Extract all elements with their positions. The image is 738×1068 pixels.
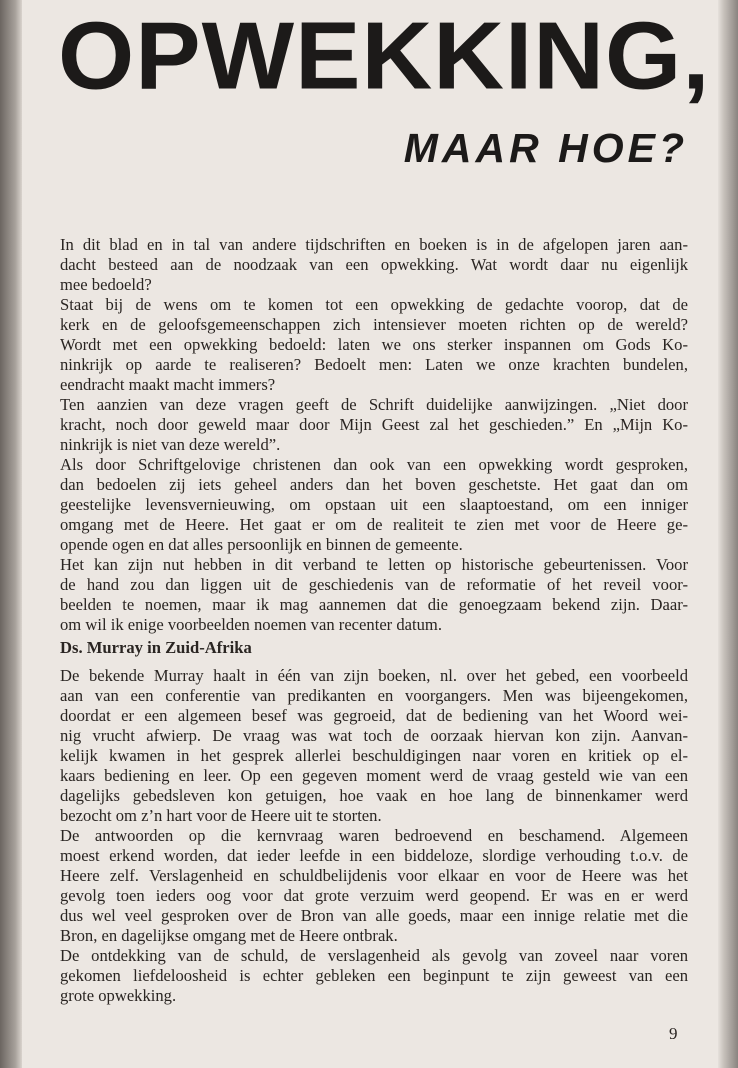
text-line: aan van een conferentie van predikanten en voorgangers. Men was bijeengekomen, <box>60 686 688 705</box>
text-line: eendracht maakt macht immers? <box>60 375 276 394</box>
text-line: doordat er een algemeen besef was gegroeid, dat de bediening van het Woord wei- <box>60 706 688 725</box>
paragraph <box>60 666 688 826</box>
text-line: nig vrucht afwierp. De vraag was wat toch de oorzaak hiervan kon zijn. Aanvan- <box>60 726 688 745</box>
text-line: moest erkend worden, dat ieder leefde in een biddeloze, slordige verhouding t.o.v. de <box>60 846 688 865</box>
paragraph <box>60 946 688 1006</box>
page-edge-right <box>718 0 738 1068</box>
paragraph <box>60 555 688 635</box>
page-edge-left <box>0 0 22 1068</box>
article-title: OPWEKKING, <box>58 1 711 109</box>
text-line: De bekende Murray haalt in één van zijn boeken, nl. over het gebed, een voorbeeld <box>60 666 688 685</box>
text-line: In dit blad en in tal van andere tijdschriften en boeken is in de afgelopen jaren aan- <box>60 235 688 254</box>
text-line: beelden te noemen, maar ik mag aannemen dat die genoegzaam bekend zijn. Daar- <box>60 595 688 614</box>
text-line: dan bedoelen zij iets geheel anders dan het boven geschetste. Het gaat dan om <box>60 475 688 494</box>
paragraph <box>60 295 688 395</box>
text-line: Heere zelf. Verslagenheid en schuldbelijdenis voor elkaar en voor de Heere was het <box>60 866 688 885</box>
text-line: De antwoorden op die kernvraag waren bedroevend en beschamend. Algemeen <box>60 826 688 845</box>
article-subtitle: MAAR HOE? <box>403 125 688 171</box>
paragraph <box>60 826 688 946</box>
text-line: kracht, noch door geweld maar door Mijn Geest zal het geschieden.” En „Mijn Ko- <box>60 415 688 434</box>
text-line: Staat bij de wens om te komen tot een opwekking de gedachte voorop, dat de <box>60 295 688 314</box>
text-line: kerk en de geloofsgemeenschappen zich intensiever moeten richten op de wereld? <box>60 315 688 334</box>
text-line: om wil ik enige voorbeelden noemen van recenter datum. <box>60 615 442 634</box>
text-line: Ten aanzien van deze vragen geeft de Schrift duidelijke aanwijzingen. „Niet door <box>60 395 688 414</box>
text-line: kaars bediening en leer. Op een gegeven moment werd de vraag gesteld wie van een <box>60 766 688 785</box>
page-number: 9 <box>669 1024 678 1043</box>
text-line: ninkrijk op aarde te realiseren? Bedoelt men: Laten we onze krachten bundelen, <box>60 355 688 374</box>
text-line: kelijk kwamen in het gesprek allerlei beschuldigingen naar voren en kritiek op el- <box>60 746 688 765</box>
text-line: gevolg toen ieders oog voor dat grote verzuim werd geopend. Er was en er werd <box>60 886 688 905</box>
text-line: dacht besteed aan de noodzaak van een opwekking. Wat wordt daar nu eigenlijk <box>60 255 688 274</box>
text-line: gekomen liefdeloosheid is echter gebleken een beginpunt te zijn geweest van een <box>60 966 688 985</box>
text-line: omgang met de Heere. Het gaat er om de realiteit te zien met voor de Heere ge- <box>60 515 688 534</box>
text-line: Bron, en dagelijkse omgang met de Heere ontbrak. <box>60 926 398 945</box>
text-line: Als door Schriftgelovige christenen dan ook van een opwekking wordt gesproken, <box>60 455 688 474</box>
paragraph <box>60 455 688 555</box>
text-line: Het kan zijn nut hebben in dit verband te letten op historische gebeurtenissen. Voor <box>60 555 688 574</box>
text-line: grote opwekking. <box>60 986 177 1005</box>
text-line: dus wel veel gesproken over de Bron van alle goeds, maar een innige relatie met die <box>60 906 688 925</box>
text-line: mee bedoeld? <box>60 275 152 294</box>
text-line: Wordt met een opwekking bedoeld: laten we ons sterker inspannen om Gods Ko- <box>60 335 688 354</box>
text-line: dagelijks gebedsleven kon getuigen, hoe vaak en hoe lang de binnenkamer werd <box>60 786 688 805</box>
text-line: ninkrijk is niet van deze wereld”. <box>60 435 281 454</box>
text-line: de hand zou dan liggen uit de geschiedenis van de reformatie of het reveil voor- <box>60 575 688 594</box>
body-section-murray <box>60 666 688 1006</box>
section-heading: Ds. Murray in Zuid-Afrika <box>60 638 252 657</box>
text-line: bezocht om z’n hart voor de Heere uit te storten. <box>60 806 382 825</box>
body-section-intro <box>60 235 688 635</box>
paragraph <box>60 395 688 455</box>
text-line: opende ogen en dat alles persoonlijk en binnen de gemeente. <box>60 535 463 554</box>
paragraph <box>60 235 688 295</box>
text-line: De ontdekking van de schuld, de verslagenheid als gevolg van zoveel naar voren <box>60 946 688 965</box>
text-line: geestelijke levensvernieuwing, om opstaan uit een slaaptoestand, om een inniger <box>60 495 688 514</box>
